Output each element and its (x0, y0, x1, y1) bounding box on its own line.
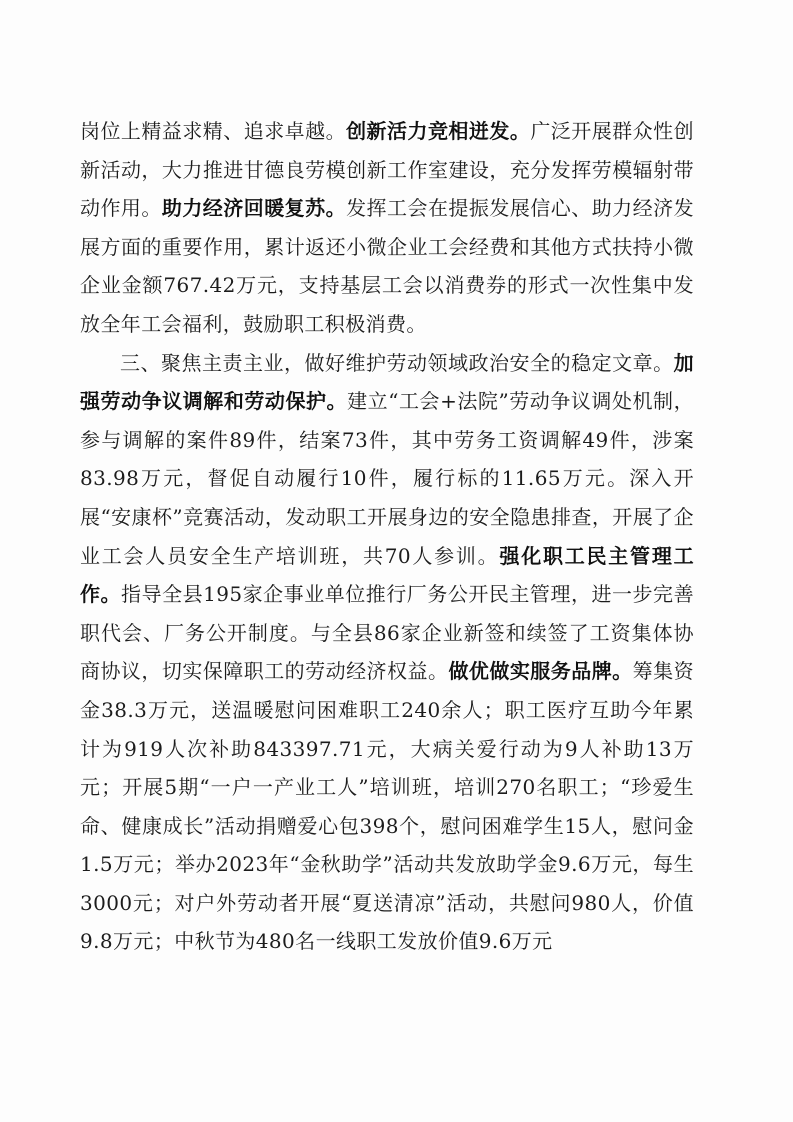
document-body (80, 112, 694, 961)
paragraph-1-text: 广泛开展群众性创新活动，大力推进甘德良劳模创新工作室建设，充分发挥劳模辐射带动作用。 (80, 119, 694, 221)
heading-innovation-vitality: 创新活力竞相迸发。 (346, 119, 531, 143)
heading-labor-dispute-mediation: 加强劳动争议调解和劳动保护。 (80, 350, 694, 414)
paragraph-1-text: 发挥工会在提振发展信心、助力经济发展方面的重要作用，累计返还小微企业工会经费和其他方式扶持小微企业金额767.42万元，支持基层工会以消费券的形式一次性集中发放全年工会福利，鼓励职工积极消费。 (80, 196, 694, 336)
paragraph-2-text: 指导全县195家企事业单位推行厂务公开民主管理，进一步完善职代会、厂务公开制度。与全县86家企业新签和续签了工资集体协商协议，切实保障职工的劳动经济权益。 (80, 582, 694, 684)
heading-democratic-management: 强化职工民主管理工作。 (80, 543, 694, 607)
section-three-title: 三、聚焦主责主业，做好维护劳动领域政治安全的稳定文章。 (120, 350, 674, 375)
paragraph-1 (80, 112, 694, 344)
paragraph-2-text: 建立“工会+法院”劳动争议调处机制，参与调解的案件89件，结案73件，其中劳务工资调解49件，涉案83.98万元，督促自动履行10件，履行标的11.65万元。深入开展“安康杯”竞赛活动，发动职工开展身边的安全隐患排查，开展了企业工会人员安全生产培训班，共70人参训。 (80, 389, 694, 568)
paragraph-1-text: 岗位上精益求精、追求卓越。 (80, 119, 347, 143)
heading-service-brand: 做优做实服务品牌。 (448, 659, 633, 684)
heading-economic-recovery: 助力经济回暖复苏。 (161, 196, 347, 221)
paragraph-2-text: 筹集资金38.3万元，送温暖慰问困难职工240余人；职工医疗互助今年累计为919人次补助843397.71元，大病关爱行动为9人补助13万元；开展5期“一户一产业工人”培训班，培训270名职工；“珍爱生命、健康成长”活动捐赠爱心包398个，慰问困难学生15人，慰问金1.5万元；举办2023年“金秋助学”活动共发放助学金9.6万元，每生3000元；对户外劳动者开展“夏送清凉”活动，共慰问980人，价值9.8万元；中秋节为480名一线职工发放价值9.6万元 (80, 659, 694, 954)
paragraph-2 (80, 344, 694, 962)
